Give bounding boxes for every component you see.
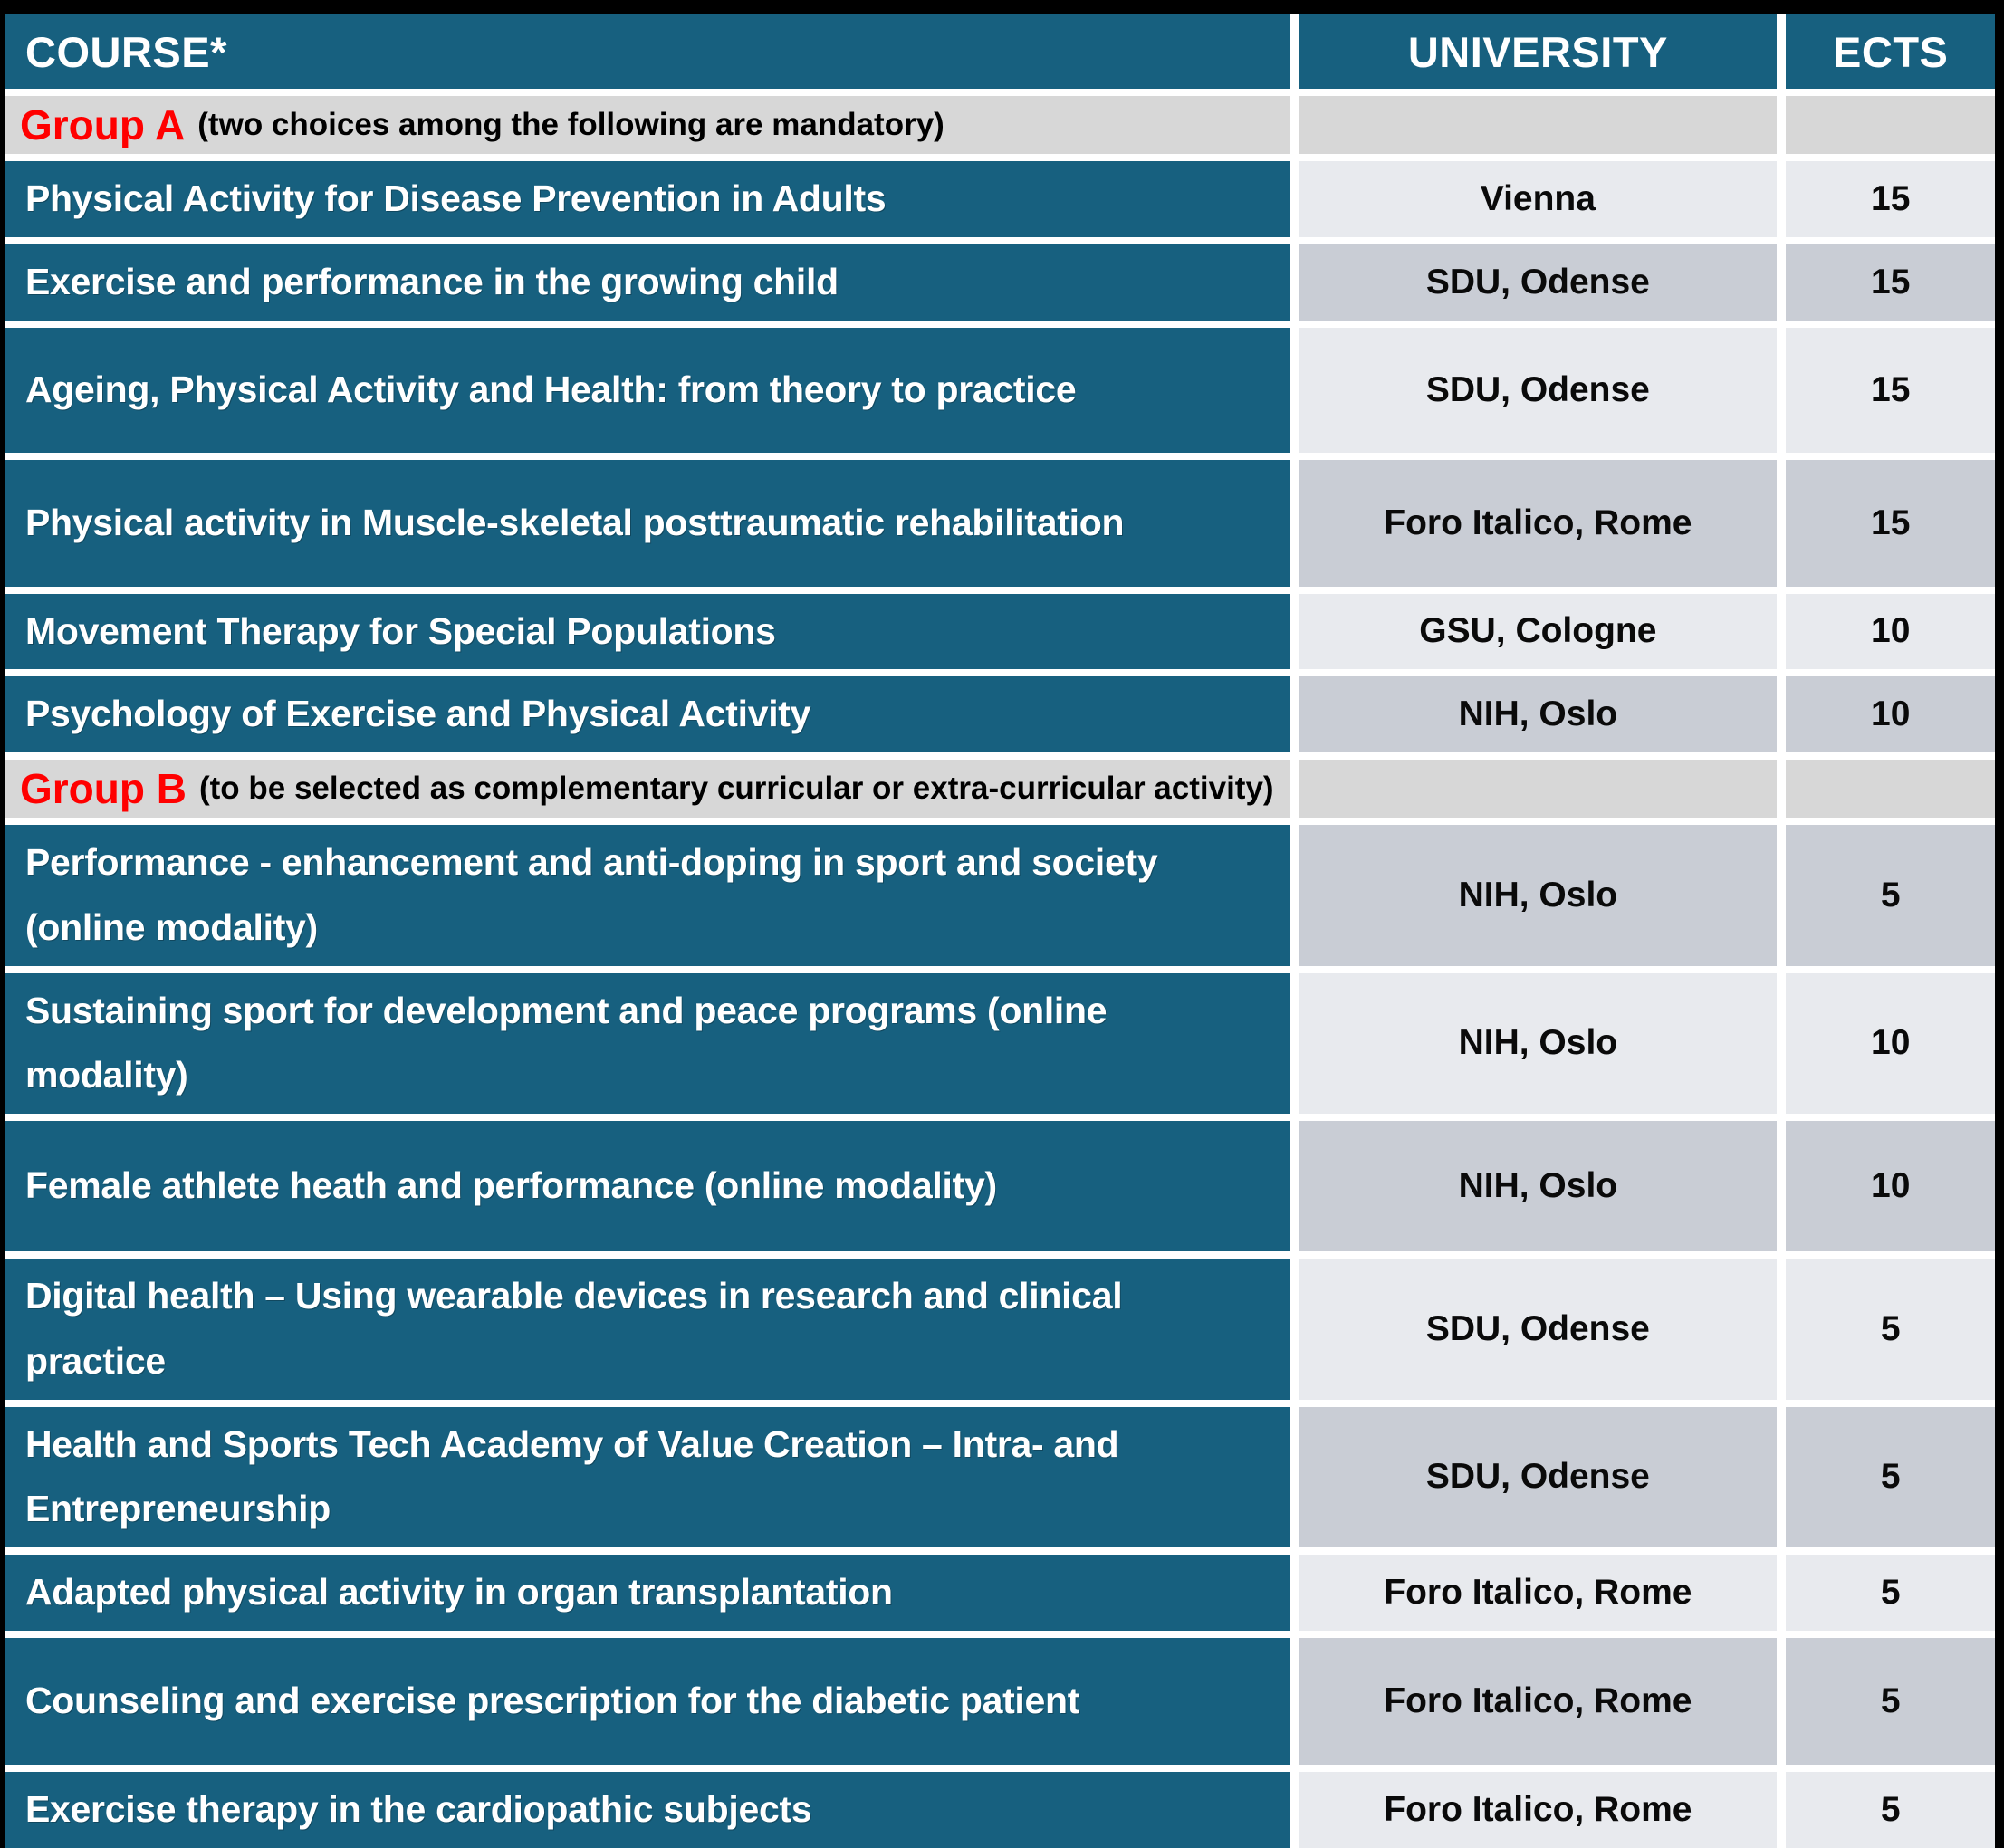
- course-name-cell: Digital health – Using wearable devices in research and clinical practice: [5, 1259, 1290, 1400]
- course-name-cell: Exercise therapy in the cardiopathic subjects: [5, 1772, 1290, 1848]
- course-name-cell: Adapted physical activity in organ transplantation: [5, 1555, 1290, 1631]
- university-cell: SDU, Odense: [1299, 244, 1777, 321]
- university-cell: SDU, Odense: [1299, 1259, 1777, 1400]
- university-cell: Foro Italico, Rome: [1299, 1638, 1777, 1765]
- university-cell: SDU, Odense: [1299, 1407, 1777, 1548]
- ects-cell: 5: [1786, 1407, 1995, 1548]
- ects-cell: 15: [1786, 161, 1995, 237]
- ects-cell: 5: [1786, 1259, 1995, 1400]
- university-cell: NIH, Oslo: [1299, 1121, 1777, 1251]
- course-name-cell: Exercise and performance in the growing child: [5, 244, 1290, 321]
- ects-cell: 10: [1786, 973, 1995, 1115]
- ects-cell: 15: [1786, 328, 1995, 453]
- university-cell: NIH, Oslo: [1299, 676, 1777, 752]
- group-filler-university: [1299, 96, 1777, 154]
- course-name-cell: Physical Activity for Disease Prevention in Adults: [5, 161, 1290, 237]
- ects-cell: 5: [1786, 1555, 1995, 1631]
- course-name-cell: Performance - enhancement and anti-doping in sport and society (online modality): [5, 825, 1290, 966]
- university-cell: Vienna: [1299, 161, 1777, 237]
- group-header-cell: [5, 96, 1290, 154]
- course-name-cell: Female athlete heath and performance (online modality): [5, 1121, 1290, 1251]
- ects-cell: 15: [1786, 460, 1995, 587]
- header-university: UNIVERSITY: [1299, 14, 1777, 89]
- course-table: [5, 14, 1995, 1848]
- university-cell: GSU, Cologne: [1299, 594, 1777, 670]
- group-filler-university: [1299, 760, 1777, 818]
- course-name-cell: Counseling and exercise prescription for the diabetic patient: [5, 1638, 1290, 1765]
- ects-cell: 5: [1786, 825, 1995, 966]
- university-cell: Foro Italico, Rome: [1299, 1772, 1777, 1848]
- ects-cell: 5: [1786, 1638, 1995, 1765]
- university-cell: Foro Italico, Rome: [1299, 1555, 1777, 1631]
- course-name-cell: Psychology of Exercise and Physical Activity: [5, 676, 1290, 752]
- group-note: (two choices among the following are mandatory): [197, 107, 944, 142]
- ects-cell: 5: [1786, 1772, 1995, 1848]
- header-ects: ECTS: [1786, 14, 1995, 89]
- course-name-cell: Movement Therapy for Special Populations: [5, 594, 1290, 670]
- ects-cell: 10: [1786, 594, 1995, 670]
- university-cell: NIH, Oslo: [1299, 973, 1777, 1115]
- group-filler-ects: [1786, 760, 1995, 818]
- group-label: Group A: [20, 101, 186, 148]
- ects-cell: 10: [1786, 676, 1995, 752]
- ects-cell: 15: [1786, 244, 1995, 321]
- group-filler-ects: [1786, 96, 1995, 154]
- course-name-cell: Physical activity in Muscle-skeletal posttraumatic rehabilitation: [5, 460, 1290, 587]
- university-cell: Foro Italico, Rome: [1299, 460, 1777, 587]
- header-course: COURSE*: [5, 14, 1290, 89]
- university-cell: SDU, Odense: [1299, 328, 1777, 453]
- group-label: Group B: [20, 765, 187, 812]
- course-name-cell: Health and Sports Tech Academy of Value Creation – Intra- and Entrepreneurship: [5, 1407, 1290, 1548]
- ects-cell: 10: [1786, 1121, 1995, 1251]
- course-name-cell: Sustaining sport for development and peace programs (online modality): [5, 973, 1290, 1115]
- group-note: (to be selected as complementary curricular or extra-curricular activity): [198, 771, 1274, 806]
- group-header-cell: [5, 760, 1290, 818]
- university-cell: NIH, Oslo: [1299, 825, 1777, 966]
- course-name-cell: Ageing, Physical Activity and Health: from theory to practice: [5, 328, 1290, 453]
